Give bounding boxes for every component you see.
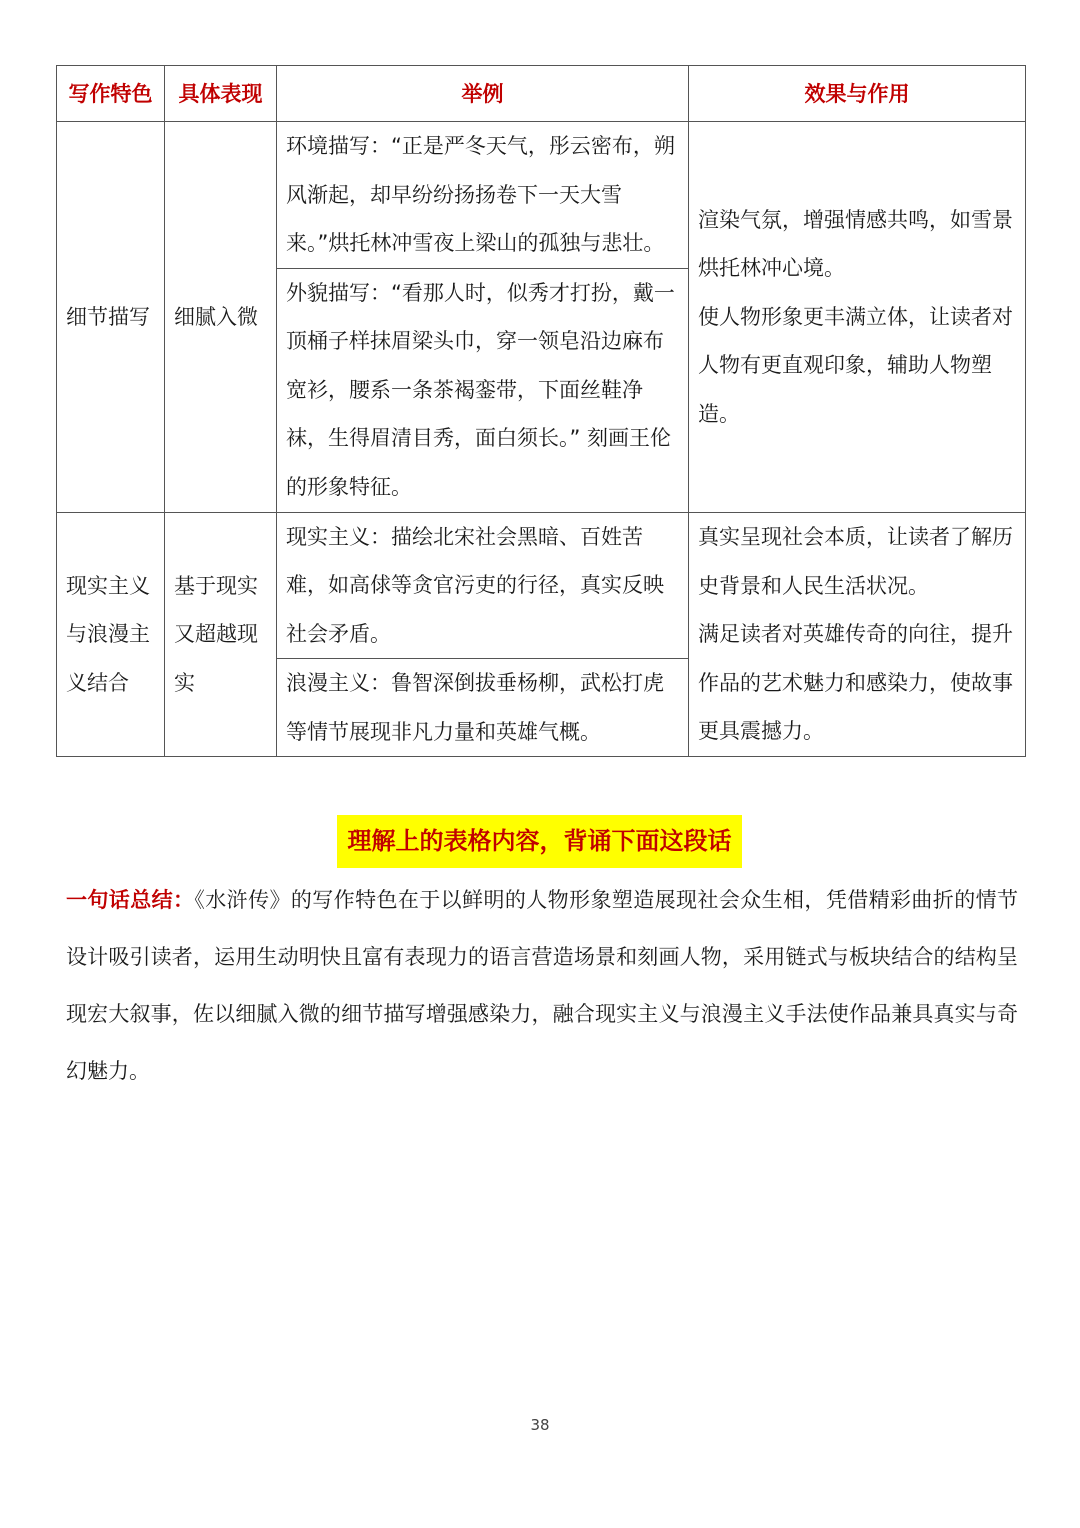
manifestation-cell: 基于现实又超越现实 <box>165 512 277 757</box>
header-feature: 写作特色 <box>57 66 165 122</box>
summary-lead: 一句话总结： <box>66 888 195 912</box>
writing-features-table <box>56 65 1026 757</box>
header-effect: 效果与作用 <box>689 66 1026 122</box>
effect-paragraph: 真实呈现社会本质，让读者了解历史背景和人民生活状况。 <box>698 525 1013 598</box>
feature-cell: 细节描写 <box>57 122 165 513</box>
effect-cell <box>689 122 1026 513</box>
example-cell: 环境描写：“正是严冬天气，彤云密布，朔风渐起，却早纷纷扬扬卷下一天大雪来。”烘托林冲雪夜上梁山的孤独与悲壮。 <box>277 122 689 269</box>
page-number: 38 <box>530 1416 550 1434</box>
example-cell: 现实主义：描绘北宋社会黑暗、百姓苦难，如高俅等贪官污吏的行径，真实反映社会矛盾。 <box>277 512 689 659</box>
effect-paragraph: 渲染气氛，增强情感共鸣，如雪景烘托林冲心境。 <box>698 207 1013 280</box>
table-header-row <box>57 66 1026 122</box>
effect-paragraph: 满足读者对英雄传奇的向往，提升作品的艺术魅力和感染力，使故事更具震撼力。 <box>698 622 1013 743</box>
example-cell: 浪漫主义：鲁智深倒拔垂杨柳，武松打虎等情节展现非凡力量和英雄气概。 <box>277 659 689 757</box>
recite-banner: 理解上的表格内容，背诵下面这段话 <box>337 815 742 868</box>
effect-cell <box>689 512 1026 757</box>
summary-text: 《水浒传》的写作特色在于以鲜明的人物形象塑造展现社会众生相，凭借精彩曲折的情节设计吸引读者，运用生动明快且富有表现力的语言营造场景和刻画人物，采用链式与板块结合的结构呈现宏大叙事，佐以细腻入微的细节描写增强感染力，融合现实主义与浪漫主义手法使作品兼具真实与奇幻魅力。 <box>66 888 1019 1083</box>
header-example: 举例 <box>277 66 689 122</box>
table-row <box>57 122 1026 269</box>
summary-paragraph <box>66 872 1018 1100</box>
header-manifestation: 具体表现 <box>165 66 277 122</box>
manifestation-cell: 细腻入微 <box>165 122 277 513</box>
effect-paragraph: 使人物形象更丰满立体，让读者对人物有更直观印象，辅助人物塑造。 <box>698 304 1013 426</box>
table-row <box>57 512 1026 659</box>
feature-cell: 现实主义与浪漫主义结合 <box>57 512 165 757</box>
example-cell: 外貌描写：“看那人时，似秀才打扮，戴一顶桶子样抹眉梁头巾，穿一领皂沿边麻布宽衫，腰系一条茶褐銮带，下面丝鞋净袜，生得眉清目秀，面白须长。” 刻画王伦的形象特征。 <box>277 268 689 512</box>
